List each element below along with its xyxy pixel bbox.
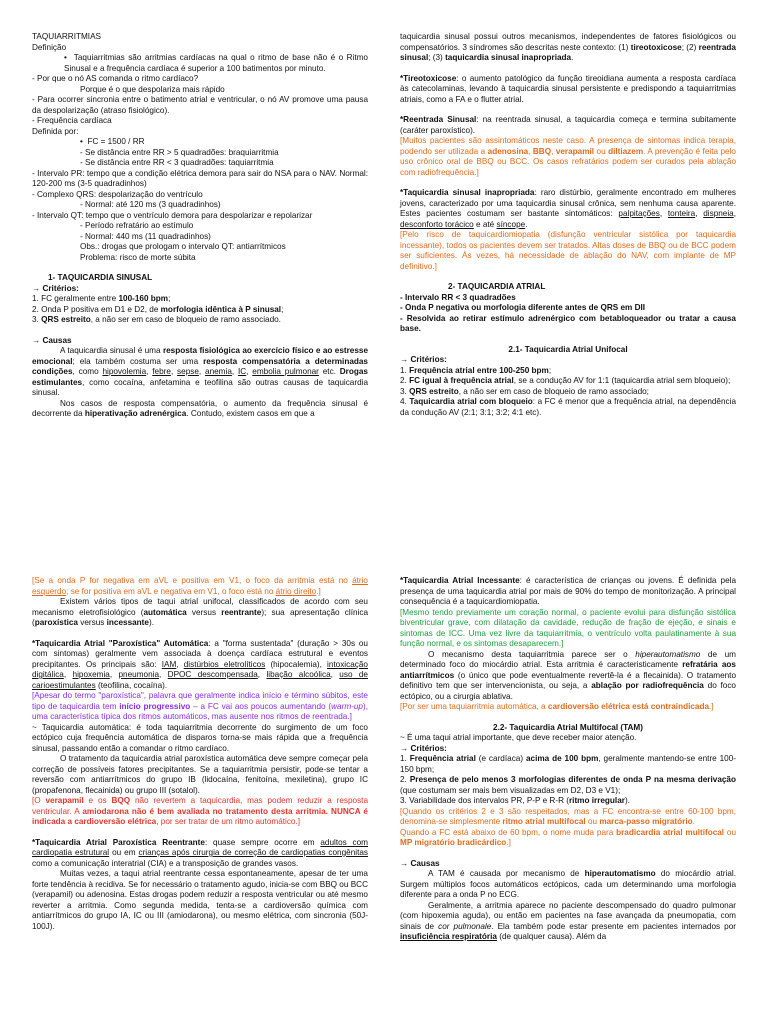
note: [Muitos pacientes são assintomáticos neste caso. A presença de sintomas indica terapia, podendo ser utilizada a adenosina, BBQ, verapamil ou diltiazem. A prevenção é feita pelo uso crônico oral de BBQ ou BCC. Os casos refratários podem ser curados pela ablação com radiofrequência.]	[400, 136, 736, 177]
paragraph: *Reentrada Sinusal: na reentrada sinusal, a taquicardia começa e termina subitamente (caráter paroxístico).	[400, 115, 736, 135]
paragraph: - Para ocorrer sincronia entre o batimento atrial e ventricular, o nó AV promove uma pausa da despolarização (atraso fisiológico).	[32, 95, 368, 115]
criterion: 2. Onda P positiva em D1 e D2, de morfologia idêntica à P sinusal;	[32, 304, 284, 314]
criterion: 3. QRS estreito, a não ser em caso de bloqueio de ramo associado.	[32, 315, 281, 324]
page-1	[0, 0, 384, 512]
list-item: - Normal: até 120 ms (3 quadradinhos)	[80, 200, 221, 209]
list-item: - Se distância entre RR > 5 quadradões: braquiarritmia	[80, 147, 279, 157]
criterion: 4. Taquicardia atrial com bloqueio: a FC é menor que a frequência atrial, na dependência da condução AV (2:1; 3:1; 3:2; 4:1 etc).	[400, 397, 736, 417]
page-3	[0, 512, 384, 1024]
causes-heading: → Causas	[400, 858, 440, 868]
paragraph: Existem vários tipos de taqui atrial unifocal, classificados de acordo com seu mecanismo eletrofisiológico (automática versus reentrante); sua apresentação clínica (paroxística versus incessante).	[32, 597, 368, 627]
page-4	[384, 512, 768, 1024]
list-item: Problema: risco de morte súbita	[80, 252, 196, 262]
note: [Por ser uma taquiarritmia automática, a cardioversão elétrica está contraindicada.]	[400, 702, 714, 711]
paragraph: taquicardia sinusal possui outros mecanismos, independentes de fatores fisiológicos ou compensatórios. 3 síndromes são descritas neste contexto: (1) tireotoxicose; (2) reentrada sinusal; (3) taquicardia sinusal inapropriada.	[400, 32, 736, 62]
definition-heading: Definição	[32, 42, 67, 52]
paragraph: ~ É uma taqui atrial importante, que deve receber maior atenção.	[400, 733, 637, 742]
answer: Porque é o que despolariza mais rápido	[80, 84, 225, 94]
note: [Quando os critérios 2 e 3 são respeitados, mas a FC encontra-se entre 60-100 bpm, denomina-se simplesmente ritmo atrial multifocal ou marca-passo migratório.	[400, 806, 736, 826]
definition-text	[32, 53, 368, 74]
page-2	[384, 0, 768, 512]
formula-text: FC = 1500 / RR	[87, 137, 145, 146]
paragraph: *Taquicardia Atrial "Paroxística" Automática: a "forma sustentada" (duração > 30s ou com sintomas) geralmente vem associada à doença cardíaca estrutural e eventos precipitantes. Os principais são: IAM, distúrbios eletrolíticos (hipocalemia), intoxicação digitálica, hipoxemia, pneumonia, DPOC descompensada, libação alcoólica, uso de carioestimulantes (teofilina, cocaína).	[32, 638, 368, 690]
list-item: - Intervalo RR < 3 quadradões	[400, 292, 516, 302]
list-item: - Onda P negativa ou morfologia diferente antes de QRS em DII	[400, 303, 646, 312]
note: [Pelo risco de taquicardiomiopatia (disfunção ventricular sistólica por taquicardia incessante), todos os pacientes devem ser tratados. Altas doses de BBQ ou de BCC podem ser suficientes. Às vezes, há necessidade de ablação do NAV, com implante de MP definitivo.]	[400, 230, 736, 271]
paragraph: Nos casos de resposta compensatória, o aumento da frequência sinusal é decorrente da hiperativação adrenérgica. Contudo, existem casos em que a	[32, 398, 368, 418]
note: [Se a onda P for negativa em aVL e positiva em V1, o foco da arritmia está no átrio esquerdo; se for positiva em aVL e negativa em V1, o foco está no átrio direito.]	[32, 576, 368, 596]
paragraph: - Intervalo PR: tempo que a condição elétrica demora para sair do NSA para o NAV. Normal: 120-200 ms (3-5 quadradinhos)	[32, 168, 368, 188]
list-item: - Resolvida ao retirar estímulo adrenérgico com betabloqueador ou tratar a causa base.	[400, 313, 736, 333]
causes-heading: → Causas	[32, 335, 72, 345]
paragraph: *Taquicardia Atrial Incessante: é característica de crianças ou jovens. É definida pela presença de uma taquicardia atrial por mais de 90% do tempo de monitorização. A principal consequência é a taquicardiomiopatia.	[400, 576, 737, 606]
note: Quando a FC está abaixo de 60 bpm, o nome muda para bradicardia atrial multifocal ou MP migratório bradicárdico.]	[400, 827, 736, 847]
paragraph: ~ Taquicardia automática: é toda taquiarritmia decorrente do surgimento de um foco ectópico cuja frequência automática de disparos torna-se mais rápida que a frequência sinusal, passando então a comandar o ritmo cardíaco.	[32, 722, 368, 753]
note: [Apesar do termo "paroxística", palavra que geralmente indica início e término súbitos, este tipo de taquicardia tem início progressivo – a FC vai aos poucos aumentando (warm-up), uma característica típica dos ritmos automáticos, mas ausente nos ritmos de reentrada.]	[32, 691, 368, 721]
criterion: 1. Frequência atrial entre 100-250 bpm;	[400, 365, 552, 375]
formula	[32, 137, 368, 148]
bullet: •	[80, 137, 83, 146]
page-3-text	[32, 576, 368, 932]
criterion: 1. Frequência atrial (e cardíaca) acima de 100 bpm, geralmente mantendo-se entre 100-150 bpm;	[400, 754, 736, 774]
subsection-heading: 2.2- Taquicardia Atrial Multifocal (TAM)	[493, 722, 643, 732]
criteria-heading: → Critérios:	[400, 355, 447, 364]
criterion: 3. Variabilidade dos intervalos PR, P-P e R-R (ritmo irregular).	[400, 796, 630, 805]
paragraph: O mecanismo desta taquiarritmia parece ser o hiperautomatismo de um determinado foco do miocárdio atrial. Esta arritmia é caracteristicamente refratária aos antiarrítmicos (o único que pode eventualmente revertê-la é a flecainida). O tratamento definitivo tem que ser intervencionista, ou seja, a ablação por radiofrequência do foco ectópico, ou a cirurgia ablativa.	[400, 649, 736, 701]
heading-fc: - Frequência cardíaca	[32, 116, 112, 125]
section-heading: 2- TAQUICARDIA ATRIAL	[448, 282, 546, 291]
paragraph: Muitas vezes, a taqui atrial reentrante cessa espontaneamente, apesar de ter uma forte tendência à recidiva. Se for necessário o tratamento agudo, inicia-se com BBQ ou BCC (verapamil) ou adenosina. Estas drogas podem reduzir a resposta ventricular ou até mesmo reverter a arritmia. Como segunda medida, tenta-se a cardioversão química com antiarrítmicos do grupo IA, IC ou III (amiodarona), ou mesmo elétrica, com sincronia (50J-100J).	[32, 869, 368, 931]
page-2-text	[400, 32, 736, 418]
criterion: 2. FC igual à frequência atrial, se a condução AV for 1:1 (taquicardia atrial sem bloqueio);	[400, 376, 731, 385]
paragraph: - Intervalo QT: tempo que o ventrículo demora para despolarizar e repolarizar	[32, 210, 313, 220]
paragraph: - Complexo QRS: despolarização do ventrículo	[32, 189, 203, 199]
list-item: Obs.: drogas que prologam o intervalo QT: antiarrítmicos	[80, 242, 286, 251]
question: - Por que o nó AS comanda o ritmo cardíaco?	[32, 74, 199, 83]
list-item: - Período refratário ao estímulo	[80, 221, 194, 230]
paragraph: *Taquicardia sinusal inapropriada: raro distúrbio, geralmente encontrado em mulheres jovens, caracterizado por uma taquicardia sinusal crônica, sem nenhuma causa aparente. Estes pacientes costumam ser bastante sintomáticos: palpitações, tonteira, dispneia, desconforto torácico e até síncope.	[400, 188, 737, 229]
list-item: - Normal: 440 ms (11 quadradinhos)	[80, 231, 211, 241]
page-4-text	[400, 576, 736, 943]
label: Definida por:	[32, 126, 79, 136]
paragraph: *Tireotoxicose: o aumento patológico da função tireoidiana aumenta a resposta cardíaca às catecolaminas, levando à taquicardia sinusal persistente e predispondo a taquiarritmias atriais, como a FA e o flutter atrial.	[400, 73, 736, 104]
paragraph: A taquicardia sinusal é uma resposta fisiológica ao exercício físico e ao estresse emocional; ela também costuma ser uma resposta compensatória a determinadas condições, como hipovolemia, febre, sepse, anemia, IC, embolia pulmonar etc. Drogas estimulantes, como cocaína, anfetamina e teofilina são outras causas de taquicardia sinusal.	[32, 346, 369, 397]
criteria-heading: → Critérios:	[400, 743, 447, 753]
paragraph: *Taquicardia Atrial Paroxística Reentrante: quase sempre ocorre em adultos com cardiopatia estrutural ou em crianças após cirurgia de correção de cardiopatias congênitas como a comunicação interatrial (CIA) e a transposição de grandes vasos.	[32, 837, 368, 868]
criterion: 3. QRS estreito, a não ser em caso de bloqueio de ramo associado;	[400, 386, 649, 396]
paragraph: A TAM é causada por mecanismo de hiperautomatismo do miocárdio atrial. Surgem múltiplos focos automáticos ectópicos, cada um determinando uma morfologia diferente para a onda P no ECG.	[400, 869, 736, 899]
section-heading: 1- TAQUICARDIA SINUSAL	[48, 273, 153, 282]
bullet: •	[64, 53, 67, 62]
note: [Mesmo tendo previamente um coração normal, o paciente evolui para disfunção sistólica biventricular grave, com dilatação da cavidade, redução de fração de ejeção, e sinais e sintomas de ICC. Uma vez livre da taquiarritmia, o ventrículo volta paulatinamente à sua função normal, e os sintomas desaparecem.]	[400, 607, 736, 648]
page-1-text	[32, 32, 368, 420]
paragraph: O tratamento da taquicardia atrial paroxística automática deve sempre começar pela correção de possíveis fatores precipitantes. Se a taquiarritmia persistir, pode-se tentar a reversão com antiarrítmicos do grupo IB (lidocaína, fenitoína, mexiletina), grupo IC (propafenona, flecainida) ou grupo III (sotalol).	[32, 754, 368, 795]
definition-body: Taquiarritmias são arritmias cardíacas na qual o ritmo de base não é o Ritmo Sinusal e a frequência cardíaca é superior a 100 batimentos por minuto.	[64, 53, 368, 73]
subsection-heading: 2.1- Taquicardia Atrial Unifocal	[508, 344, 628, 354]
paragraph: Geralmente, a arritmia aparece no paciente descompensado do quadro pulmonar (com hipoxemia aguda), ou então em pacientes na fase avançada da pneumopatia, com sinais de cor pulmonale. Ela também pode estar presente em pacientes internados por insuficiência respiratória (de qualquer causa). Além da	[400, 900, 736, 941]
note: [O verapamil e os BQQ não revertem a taquicardia, mas podem reduzir a resposta ventricular. A amiodarona não é bem avaliada no tratamento desta arritmia. NUNCA é indicada a cardioversão elétrica, por ser tratar de um ritmo automático.]	[32, 796, 368, 826]
criteria-heading: → Critérios:	[32, 283, 79, 293]
criterion: 1. FC geralmente entre 100-160 bpm;	[32, 294, 171, 303]
doc-title: TAQUIARRITMIAS	[32, 32, 101, 41]
criterion: 2. Presença de pelo menos 3 morfologias diferentes de onda P na mesma derivação (que costumam ser mais bem visualizadas em D2, D3 e V1);	[400, 775, 736, 795]
list-item: - Se distância entre RR < 3 quadradões: taquiarritmia	[80, 158, 274, 167]
